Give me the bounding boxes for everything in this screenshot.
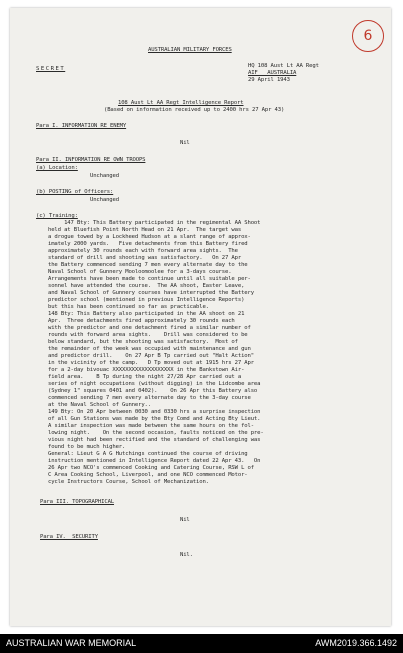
- training-line: of all Gun Stations was made by the Bty Comd and Acting Bty Lieut.: [48, 416, 261, 422]
- training-line: Arrangements have been made to continue until all suitable per-: [48, 276, 251, 282]
- report-title: 108 Aust Lt AA Regt Intelligence Report: [118, 100, 244, 106]
- training-line: instruction mentioned in Intelligence Report dated 22 Apr 43. On: [48, 458, 261, 464]
- postings-value: Unchanged: [90, 197, 119, 203]
- training-line: held at Bluefish Point North Head on 21 Apr. The target was: [48, 227, 242, 233]
- classification-label: SECRET: [36, 66, 66, 72]
- para4-heading: Para IV. SECURITY: [40, 534, 98, 540]
- training-line: for a 2-day bivouac XXXXXXXXXXXXXXXXXXX in the Bankstown Air-: [48, 367, 245, 373]
- training-line: field area. B Tp during the night 27/28 Apr carried out a: [48, 374, 242, 380]
- training-line: vious night had been rectified and the standard of challenging was: [48, 437, 261, 443]
- training-line: lowing night. On the second occasion, faults noticed on the pre-: [48, 430, 264, 436]
- training-line: Apr. Three detachments fired approximately 30 rounds each: [48, 318, 235, 324]
- para4-value: Nil.: [180, 552, 193, 558]
- training-line: sonnel have attended the course. The AA shoot, Easter Leave,: [48, 283, 245, 289]
- training-line: Naval School of Gunnery Mooloomoolee for a 3-days course.: [48, 269, 232, 275]
- training-line: but this has been continued so far as practicable.: [48, 304, 209, 310]
- training-line: the remainder of the week was occupied with maintenance and gun: [48, 346, 251, 352]
- training-line: and Naval School of Gunnery courses have interrupted the Battery: [48, 290, 254, 296]
- training-line: 26 Apr two NCO's commenced Cooking and Catering Course, RSW L of: [48, 465, 254, 471]
- archive-footer-bar: [0, 634, 403, 653]
- training-line: 148 Bty: This Battery also participated in the AA shoot on 21: [48, 311, 245, 317]
- archive-reference: AWM2019.366.1492: [315, 638, 397, 648]
- training-subheading: (c) Training:: [36, 213, 78, 219]
- training-line: 147 Bty: This Battery participated in the regimental AA Shoot: [48, 220, 261, 226]
- training-line: predictor school (mentioned in previous Intelligence Reports): [48, 297, 245, 303]
- para1-heading: Para I. INFORMATION RE ENEMY: [36, 123, 127, 129]
- training-line: rounds with forward area sights. Drill was considered to be: [48, 332, 248, 338]
- postings-subheading: (b) POSTING of Officers:: [36, 189, 114, 195]
- para1-value: Nil: [180, 140, 190, 146]
- training-line: approximately 30 rounds each with forward area sights. The: [48, 248, 238, 254]
- report-subtitle: (Based on information received up to 2400 hrs 27 Apr 43): [104, 107, 285, 113]
- training-line: imately 2000 yards. Five detachments from this Battery fired: [48, 241, 248, 247]
- unit-location: AIF AUSTRALIA: [248, 70, 297, 76]
- para3-heading: Para III. TOPOGRAPHICAL: [40, 499, 115, 505]
- para2-heading: Para II. INFORMATION RE OWN TROOPS: [36, 157, 146, 163]
- training-line: standard of drill and shooting was satisfactory. On 27 Apr: [48, 255, 242, 261]
- training-line: General: Lieut G A G Hutchings continued the course of driving: [48, 451, 248, 457]
- location-value: Unchanged: [90, 173, 119, 179]
- document-header: AUSTRALIAN MILITARY FORCES: [148, 47, 232, 53]
- report-date: 29 April 1943: [248, 77, 290, 83]
- para3-value: Nil: [180, 517, 190, 523]
- training-line: (Sydney 1" squares 0401 and 0402). On 26 Apr this Battery also: [48, 388, 258, 394]
- location-subheading: (a) Location:: [36, 165, 78, 171]
- training-line: A similar inspection was made between the same hours on the fol-: [48, 423, 254, 429]
- training-line: found to be much higher.: [48, 444, 126, 450]
- training-line: 149 Bty: On 20 Apr between 0030 and 0330 hrs a surprise inspection: [48, 409, 261, 415]
- training-line: in the vicinity of the camp. D Tp moved out at 1915 hrs 27 Apr: [48, 360, 254, 366]
- training-line: cycle Instructors Course, School of Mechanization.: [48, 479, 209, 485]
- unit-hq: HQ 108 Aust Lt AA Regt: [248, 63, 319, 69]
- training-line: series of night occupations (without digging) in the Lidcombe area: [48, 381, 261, 387]
- training-line: with the predictor and one detachment fired a similar number of: [48, 325, 251, 331]
- document-page: [10, 8, 391, 626]
- training-line: C Area Cooking School, Liverpool, and one NCO commenced Motor-: [48, 472, 248, 478]
- training-line: and predictor drill. On 27 Apr B Tp carried out "Halt Action": [48, 353, 254, 359]
- training-line: at the Naval School of Gunnery..: [48, 402, 151, 408]
- archive-name: AUSTRALIAN WAR MEMORIAL: [6, 638, 137, 648]
- folio-number-mark: 6: [352, 20, 384, 52]
- training-line: a drogue towed by a Lockheed Hudson at a slant range of approx-: [48, 234, 251, 240]
- training-line: commenced sending 7 men every alternate day to the 3-day course: [48, 395, 251, 401]
- training-line: below standard, but the shooting was satisfactory. Most of: [48, 339, 238, 345]
- training-line: the Battery commenced sending 7 men every alternate day to the: [48, 262, 248, 268]
